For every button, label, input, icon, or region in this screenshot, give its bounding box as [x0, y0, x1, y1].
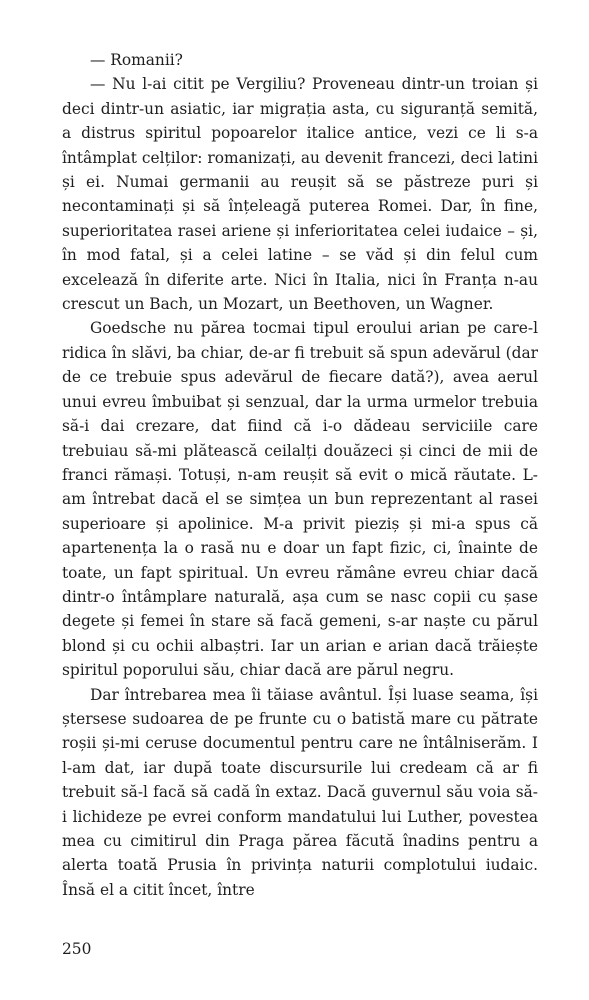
paragraph: — Romanii? [90, 51, 183, 69]
page-number: 250 [62, 940, 92, 958]
paragraph: Goedsche nu părea tocmai tipul eroului arian pe care-l ridica în slăvi, ba chiar, de-ar fi trebuit să spun adevărul (dar de ce trebuie spus adevărul de fiecare dată?), avea aerul unui evreu îmbuibat și senzual, dar la urma urmelor trebuia să-i dai crezare, dat fiind că i-o dădeau serviciile care trebuiau să-mi plătească ceilalți douăzeci și cinci de mii de franci rămași. Totuși, n-am reușit să evit o mică răutate. L-am întrebat dacă el se simțea un bun reprezentant al rasei superioare și apolinice. M-a privit pieziș și mi-a spus că apartenența la o rasă nu e doar un fapt fizic, ci, înainte de toate, un fapt spiritual. Un evreu rămâne evreu chiar dacă dintr-o întâmplare naturală, așa cum se nasc copii cu șase degete și femei în stare să facă gemeni, s-ar naște cu părul blond și cu ochii albaștri. Iar un arian e arian dacă trăiește spiritul poporului său, chiar dacă are părul negru. [62, 319, 538, 680]
paragraph: — Nu l-ai citit pe Vergiliu? Proveneau dintr-un troian și deci dintr-un asiatic, iar migrația asta, cu siguranță semită, a distrus spiritul popoarelor italice antice, vezi ce li s-a întâmplat celților: romanizați, au devenit francezi, deci latini și ei. Numai germanii au reușit să se păstreze puri și necontaminați și să înțeleagă puterea Romei. Dar, în fine, superioritatea rasei ariene și inferioritatea celei iudaice – și, în mod fatal, și a celei latine – se văd și din felul cum excelează în diferite arte. Nici în Italia, nici în Franța n-au crescut un Bach, un Mozart, un Beethoven, un Wagner. [62, 75, 538, 314]
page-body [62, 48, 538, 902]
paragraph: Dar întrebarea mea îi tăiase avântul. Își luase seama, își ștersese sudoarea de pe frunte cu o batistă mare cu pătrate roșii și-mi ceruse documentul pentru care ne întâlniserăm. I l-am dat, iar după toate discursurile lui credeam că ar fi trebuit să-l facă să cadă în extaz. Dacă guvernul său voia să-i lichideze pe evrei conform mandatului lui Luther, povestea mea cu cimitirul din Praga părea făcută înadins pentru a alerta toată Prusia în privința naturii complotului iudaic. Însă el a citit încet, între [62, 685, 538, 899]
